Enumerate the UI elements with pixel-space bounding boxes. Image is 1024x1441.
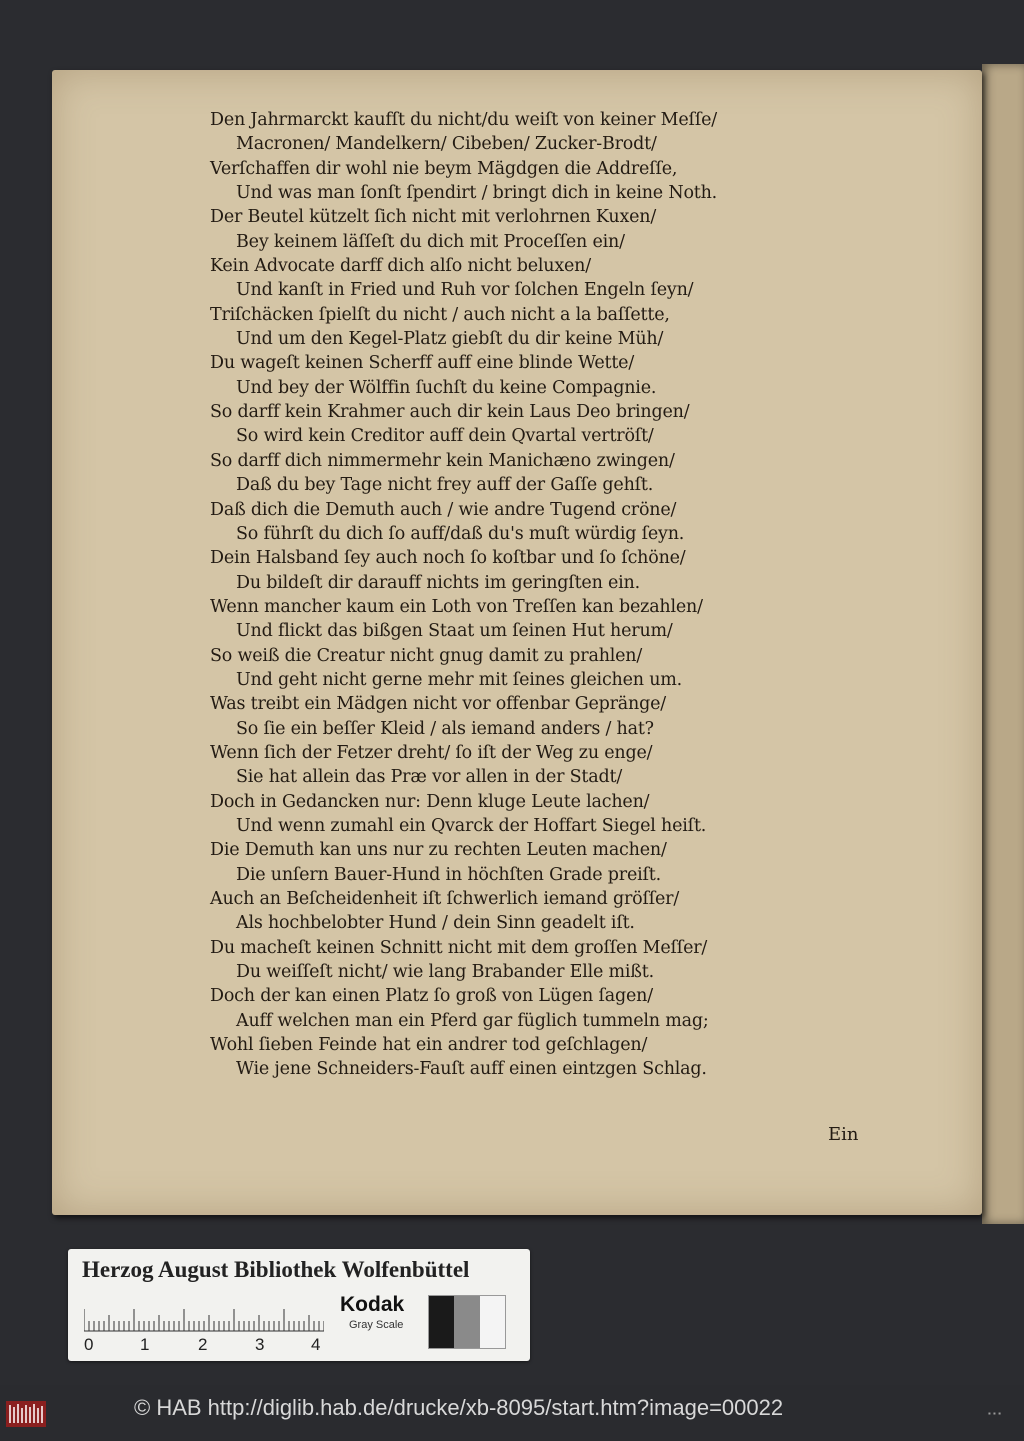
poem-line: Daß du bey Tage nicht frey auff der Gaſſe gehſt. bbox=[236, 475, 654, 496]
poem-line: Als hochbelobter Hund / dein Sinn geadelt iſt. bbox=[236, 913, 635, 934]
ruler-number-3: 3 bbox=[255, 1335, 265, 1354]
poem-line: So darff kein Krahmer auch dir kein Laus Deo bringen/ bbox=[210, 402, 690, 423]
poem-line: Verſchaffen dir wohl nie beym Mägdgen die Addreſſe, bbox=[210, 158, 678, 179]
poem-line: Und wenn zumahl ein Qvarck der Hoffart Siegel heiſt. bbox=[236, 815, 707, 836]
hab-logo-icon bbox=[6, 1401, 46, 1427]
poem-line: Und bey der Wölffin ſuchſt du keine Compagnie. bbox=[236, 377, 657, 398]
poem-line: Sie hat allein das Præ vor allen in der Stadt/ bbox=[236, 767, 623, 788]
swatch-gray bbox=[454, 1296, 479, 1348]
gray-scale-swatches bbox=[428, 1295, 506, 1349]
catchword: Ein bbox=[828, 1124, 859, 1145]
ruler-number-1: 1 bbox=[140, 1335, 150, 1354]
poem-line: Wenn ſich der Fetzer dreht/ ſo iſt der Weg zu enge/ bbox=[210, 742, 653, 763]
swatch-black bbox=[429, 1296, 454, 1348]
poem-line: Triſchäcken ſpielſt du nicht / auch nicht a la baſſette, bbox=[210, 304, 670, 325]
ruler-number-4: 4 bbox=[311, 1335, 321, 1354]
poem-line: Du macheſt keinen Schnitt nicht mit dem groſſen Meſſer/ bbox=[210, 937, 708, 958]
gray-scale-label: Gray Scale bbox=[349, 1319, 404, 1331]
poem-line: Und kanſt in Fried und Ruh vor ſolchen Engeln ſeyn/ bbox=[236, 280, 694, 301]
poem-text bbox=[210, 108, 800, 1082]
ruler-number-2: 2 bbox=[198, 1335, 208, 1354]
poem-line: Auch an Beſcheidenheit iſt ſchwerlich iemand gröſſer/ bbox=[210, 889, 680, 909]
poem-line: Daß dich die Demuth auch / wie andre Tugend cröne/ bbox=[210, 499, 677, 520]
poem-line: Und um den Kegel-Platz giebſt du dir keine Müh/ bbox=[236, 329, 664, 350]
poem-line: So weiß die Creatur nicht gnug damit zu prahlen/ bbox=[210, 645, 643, 666]
poem-line: Der Beutel kützelt ſich nicht mit verlohrnen Kuxen/ bbox=[210, 207, 657, 228]
copyright-url: © HAB http://diglib.hab.de/drucke/xb-8095/start.htm?image=00022 bbox=[134, 1395, 784, 1420]
poem-line: Den Jahrmarckt kaufſt du nicht/du weiſt von keiner Meſſe/ bbox=[210, 110, 717, 130]
ruler-number-0: 0 bbox=[84, 1335, 94, 1354]
swatch-white bbox=[480, 1296, 505, 1348]
poem-line: So führſt du dich ſo auff/daß du's muſt würdig ſeyn. bbox=[236, 523, 685, 544]
poem-line: So darff dich nimmermehr kein Manichæno zwingen/ bbox=[210, 450, 675, 471]
poem-line: So wird kein Creditor auff dein Qvartal vertröſt/ bbox=[236, 426, 654, 447]
poem-line: Kein Advocate darff dich alſo nicht beluxen/ bbox=[210, 256, 591, 277]
poem-line: Was treibt ein Mädgen nicht vor offenbar Gepränge/ bbox=[210, 694, 666, 715]
poem-line: Macronen/ Mandelkern/ Cibeben/ Zucker-Brodt/ bbox=[236, 134, 657, 155]
corner-mark: ▪ ▪ ▪ bbox=[988, 1409, 1001, 1418]
poem-line: Und geht nicht gerne mehr mit ſeines gleichen um. bbox=[236, 669, 683, 690]
poem-line: Und flickt das bißgen Staat um ſeinen Hut herum/ bbox=[236, 621, 673, 642]
poem-line: Doch der kan einen Platz ſo groß von Lügen ſagen/ bbox=[210, 986, 653, 1007]
poem-line: Bey keinem läſſeſt du dich mit Proceſſen ein/ bbox=[236, 231, 625, 252]
poem-line: Wie jene Schneiders-Fauſt auff einen eintzgen Schlag. bbox=[236, 1059, 707, 1080]
poem-line: Dein Halsband ſey auch noch ſo koſtbar und ſo ſchöne/ bbox=[210, 548, 686, 569]
poem-line: Und was man ſonſt ſpendirt / bringt dich in keine Noth. bbox=[236, 183, 718, 204]
poem-line: Wohl ſieben Feinde hat ein andrer tod geſchlagen/ bbox=[210, 1035, 648, 1056]
poem-line: Doch in Gedancken nur: Denn kluge Leute lachen/ bbox=[210, 791, 650, 812]
poem-line: Die Demuth kan uns nur zu rechten Leuten machen/ bbox=[210, 840, 667, 861]
poem-line: Auff welchen man ein Pferd gar füglich tummeln mag; bbox=[236, 1010, 709, 1031]
adjacent-page-edge bbox=[982, 64, 1024, 1224]
kodak-brand: Kodak bbox=[340, 1293, 405, 1316]
poem-line: Du weiſſeſt nicht/ wie lang Brabander Elle mißt. bbox=[236, 962, 654, 983]
poem-line: Wenn mancher kaum ein Loth von Treſſen kan bezahlen/ bbox=[210, 596, 703, 617]
footer-bar bbox=[0, 1385, 1024, 1441]
library-label-card bbox=[68, 1249, 530, 1361]
poem-line: Die unſern Bauer-Hund in höchſten Grade preiſt. bbox=[236, 864, 661, 885]
poem-line: Du bildeſt dir darauff nichts im geringſten ein. bbox=[236, 572, 640, 593]
library-name: Herzog August Bibliothek Wolfenbüttel bbox=[82, 1257, 470, 1282]
poem-line: Du wageſt keinen Scherff auff eine blinde Wette/ bbox=[210, 353, 635, 374]
poem-line: So ſie ein beſſer Kleid / als iemand anders / hat? bbox=[236, 718, 654, 739]
